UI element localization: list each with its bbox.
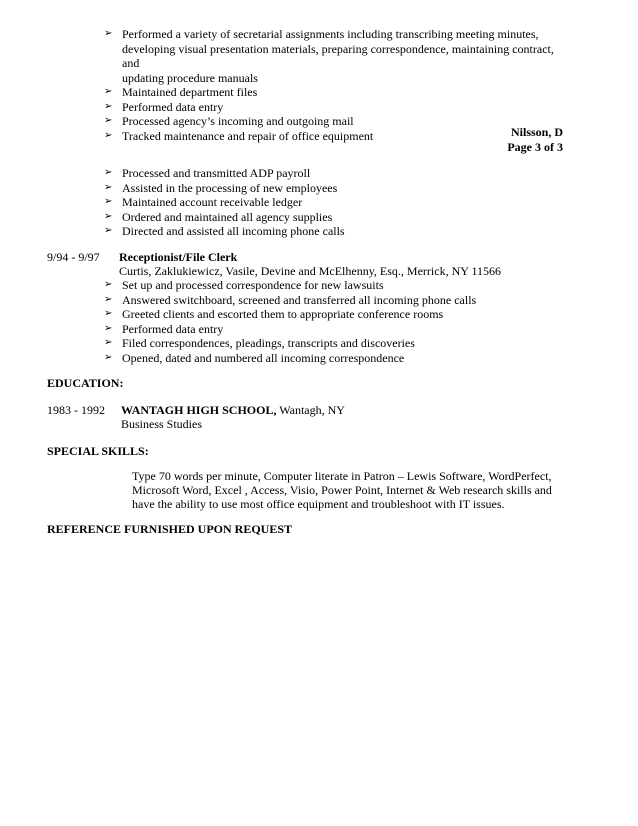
list-item-text: Ordered and maintained all agency supplies: [122, 209, 333, 224]
list-item-text: Processed and transmitted ADP payroll: [122, 166, 311, 180]
arrow-bullet-icon: ➢: [104, 28, 113, 39]
list-item-text: Performed data entry: [122, 321, 224, 336]
arrow-bullet-icon: ➢: [104, 129, 113, 141]
skills-line: have the ability to use most office equipment and troubleshoot with IT issues.: [132, 497, 505, 511]
arrow-bullet-icon: ➢: [104, 115, 113, 126]
list-item-text: Greeted clients and escorted them to appropriate conference rooms: [122, 307, 444, 321]
list-item-text: Filed correspondences, pleadings, transcripts and discoveries: [122, 336, 415, 350]
mid-bullet-list: [104, 166, 564, 239]
education-location: Wantagh, NY: [276, 403, 345, 417]
list-item-text: Answered switchboard, screened and transferred all incoming phone calls: [122, 292, 477, 307]
arrow-bullet-icon: ➢: [104, 210, 113, 222]
list-item: [104, 307, 564, 322]
job-dates: 9/94 - 9/97: [47, 250, 100, 264]
arrow-bullet-icon: ➢: [104, 167, 113, 178]
list-item-text: Opened, dated and numbered all incoming correspondence: [122, 350, 405, 365]
skills-heading: SPECIAL SKILLS:: [47, 444, 149, 458]
arrow-bullet-icon: ➢: [104, 86, 113, 97]
list-item: [104, 100, 574, 115]
list-item-text: Maintained account receivable ledger: [122, 195, 303, 209]
education-school: WANTAGH HIGH SCHOOL,: [121, 403, 277, 417]
education-program: Business Studies: [121, 417, 203, 431]
list-item-line: Tracked maintenance and repair of office equipment: [122, 128, 374, 143]
arrow-bullet-icon: ➢: [104, 322, 113, 334]
list-item: [104, 224, 564, 239]
list-item: [104, 27, 574, 85]
arrow-bullet-icon: ➢: [104, 279, 113, 290]
job-bullet-list: [104, 278, 564, 365]
list-item: [104, 114, 574, 129]
list-item: [104, 166, 564, 181]
reference-statement: REFERENCE FURNISHED UPON REQUEST: [47, 522, 293, 536]
arrow-bullet-icon: ➢: [104, 293, 113, 305]
list-item: [104, 85, 574, 100]
list-item: [104, 195, 564, 210]
list-item-text: Set up and processed correspondence for new lawsuits: [122, 278, 384, 292]
list-item: [104, 278, 564, 293]
list-item: [104, 351, 564, 366]
list-item: [104, 322, 564, 337]
list-item-text: Assisted in the processing of new employees: [122, 180, 338, 195]
list-item: [104, 129, 574, 144]
job-employer: Curtis, Zaklukiewicz, Vasile, Devine and McElhenny, Esq., Merrick, NY 11566: [119, 264, 502, 278]
education-heading: EDUCATION:: [47, 376, 124, 390]
header-name: Nilsson, D: [510, 125, 563, 139]
arrow-bullet-icon: ➢: [104, 337, 113, 348]
list-item-text: Directed and assisted all incoming phone calls: [122, 224, 345, 238]
list-item-line: Performed data entry: [122, 99, 224, 114]
list-item: [104, 210, 564, 225]
skills-line: Type 70 words per minute, Computer literate in Patron – Lewis Software, WordPerfect,: [132, 469, 552, 483]
top-bullet-list: [104, 27, 574, 143]
list-item-line: developing visual presentation materials, preparing correspondence, maintaining contract, and: [122, 41, 554, 70]
list-item: [104, 336, 564, 351]
arrow-bullet-icon: ➢: [104, 308, 113, 319]
list-item-line: updating procedure manuals: [122, 70, 258, 85]
education-school-line: [121, 403, 345, 418]
list-item: [104, 181, 564, 196]
arrow-bullet-icon: ➢: [104, 181, 113, 193]
arrow-bullet-icon: ➢: [104, 225, 113, 236]
list-item: [104, 293, 564, 308]
list-item-line: Performed a variety of secretarial assignments including transcribing meeting minutes,: [122, 27, 539, 41]
job-title: Receptionist/File Clerk: [119, 250, 238, 264]
header-page-number: Page 3 of 3: [507, 140, 563, 154]
education-dates: 1983 - 1992: [47, 403, 105, 417]
arrow-bullet-icon: ➢: [104, 100, 113, 112]
skills-line: Microsoft Word, Excel , Access, Visio, Power Point, Internet & Web research skills and: [132, 483, 552, 497]
arrow-bullet-icon: ➢: [104, 196, 113, 207]
list-item-line: Maintained department files: [122, 85, 258, 99]
arrow-bullet-icon: ➢: [104, 351, 113, 363]
list-item-line: Processed agency’s incoming and outgoing mail: [122, 114, 354, 128]
